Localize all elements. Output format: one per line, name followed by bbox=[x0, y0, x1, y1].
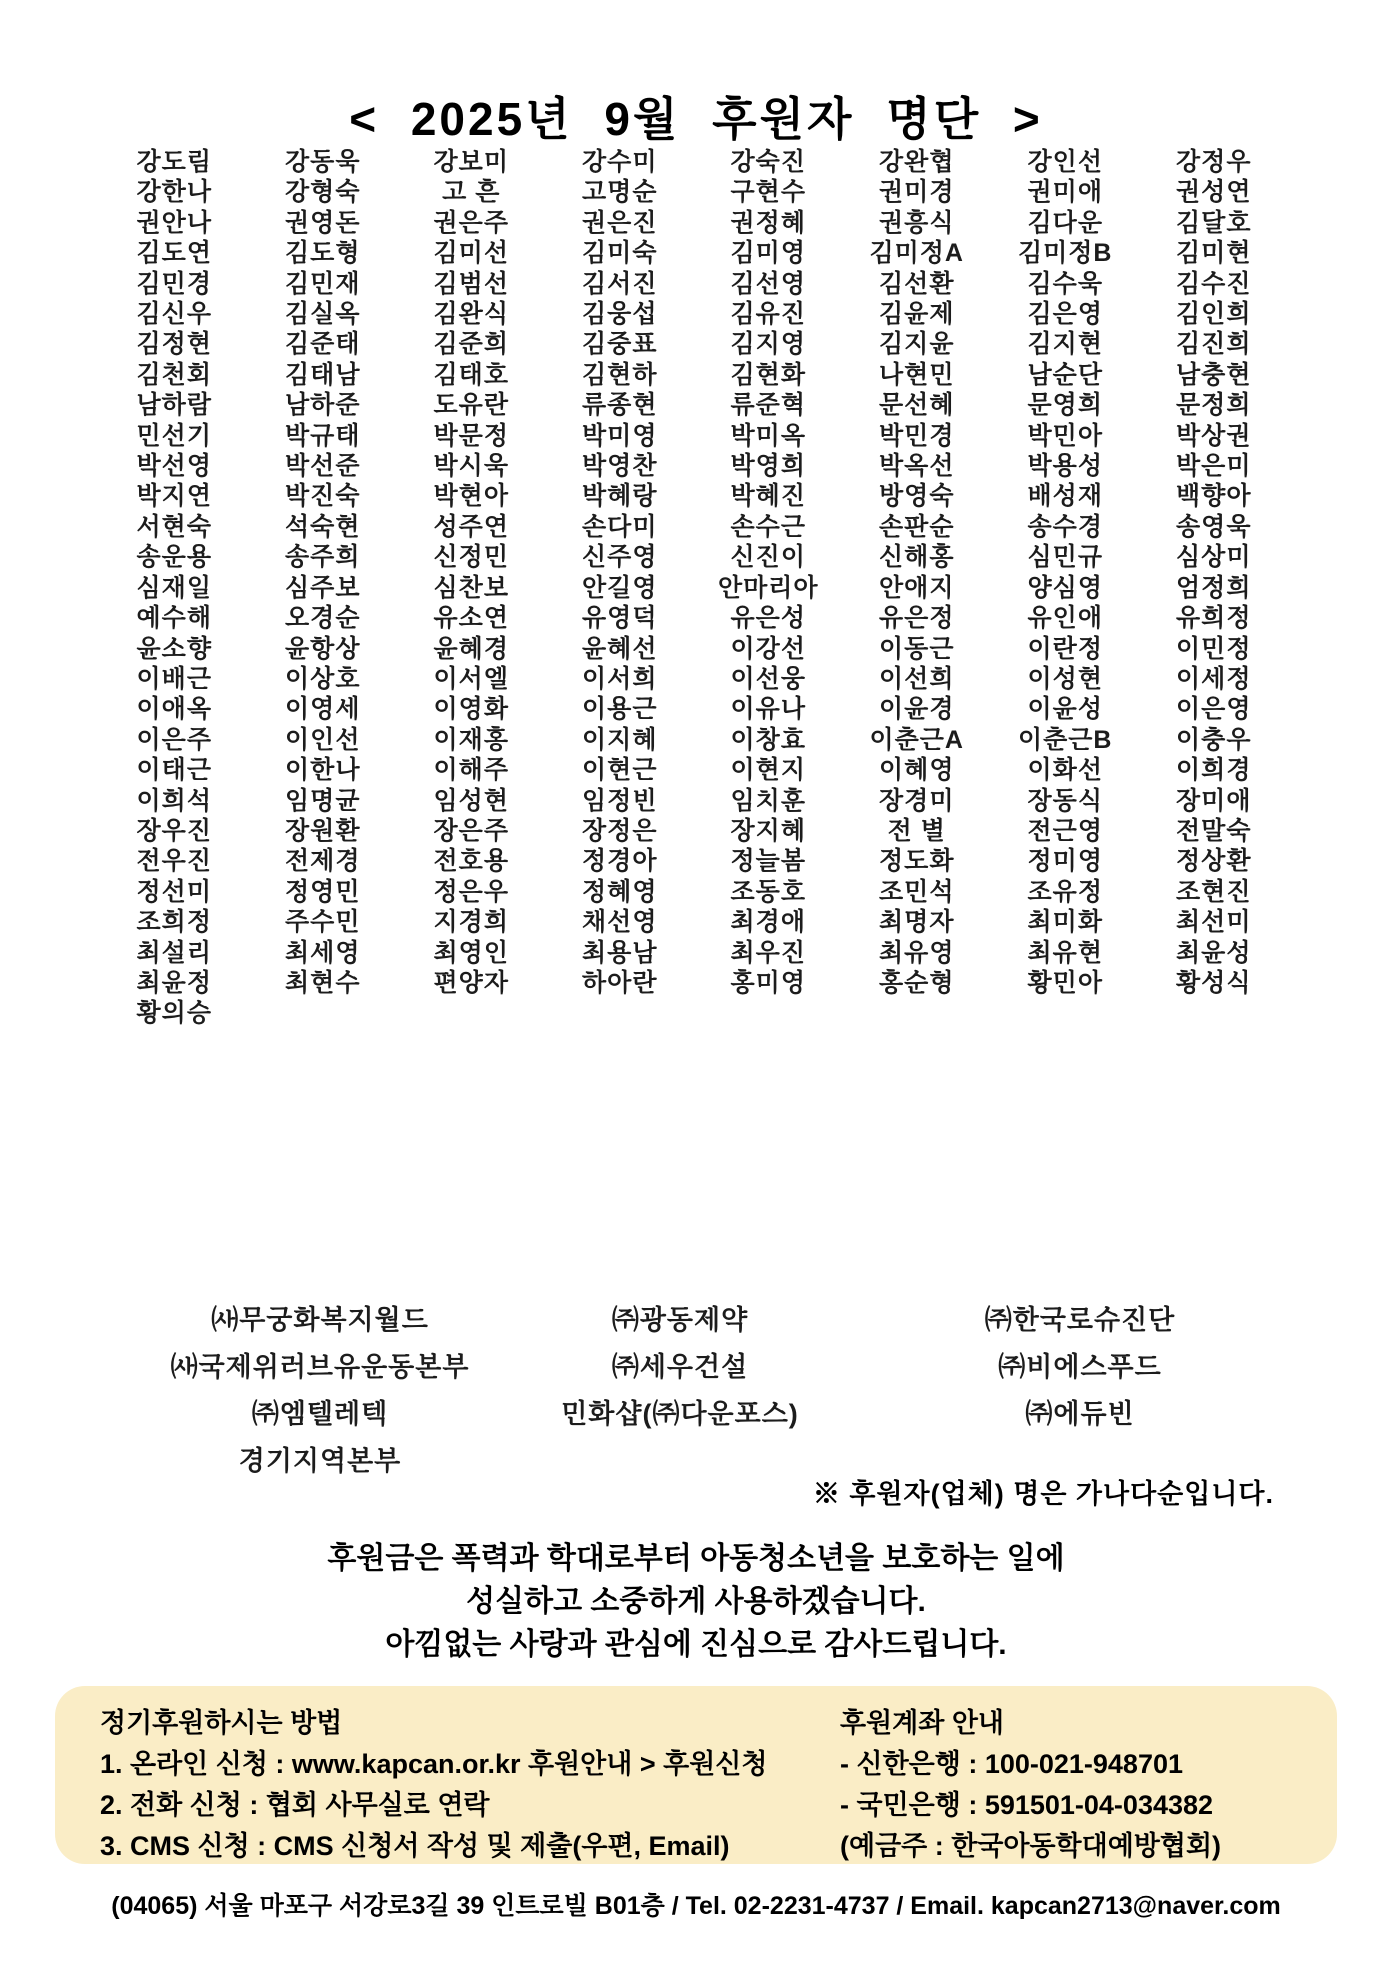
donor-name: 송운용 bbox=[136, 543, 212, 572]
donor-name: 김미정B bbox=[1017, 239, 1113, 268]
donor-name: 이현지 bbox=[730, 756, 806, 785]
donor-name: 김미정A bbox=[869, 239, 964, 268]
donor-name: 김천회 bbox=[136, 360, 212, 389]
donor-name: 유희정 bbox=[1176, 604, 1252, 633]
donor-name: 석숙현 bbox=[285, 512, 361, 541]
donor-name: 이윤성 bbox=[1027, 695, 1103, 724]
donor-name: 안길영 bbox=[582, 573, 658, 602]
donor-name: 장지혜 bbox=[730, 816, 806, 845]
donor-name: 김준태 bbox=[285, 330, 361, 359]
donor-name: 박진숙 bbox=[285, 482, 361, 511]
organization-name: ㈔국제위러브유운동본부 bbox=[170, 1352, 470, 1382]
donor-name: 권안나 bbox=[136, 208, 212, 237]
donor-name: 임정빈 bbox=[582, 786, 658, 815]
donor-name: 윤항상 bbox=[285, 634, 361, 663]
donor-name: 송수경 bbox=[1027, 512, 1103, 541]
donor-name: 김준희 bbox=[433, 330, 509, 359]
donor-name: 정미영 bbox=[1027, 847, 1103, 876]
donor-name: 김선환 bbox=[879, 269, 955, 298]
donor-name: 안마리아 bbox=[717, 573, 819, 602]
donor-name: 박은미 bbox=[1176, 452, 1252, 481]
donor-name: 강도림 bbox=[136, 148, 212, 176]
thank-you-line-3: 아낌없는 사랑과 관심에 진심으로 감사드립니다. bbox=[385, 1628, 1007, 1661]
donor-name: 예수해 bbox=[136, 604, 212, 633]
donor-name: 박옥선 bbox=[879, 452, 955, 481]
donor-name: 조희정 bbox=[136, 908, 212, 937]
donor-name: 황의승 bbox=[136, 999, 212, 1028]
donor-name: 박문정 bbox=[433, 421, 509, 450]
donation-method-item: 3. CMS 신청 : CMS 신청서 작성 및 제출(우편, Email) bbox=[100, 1831, 730, 1861]
donation-account-item: (예금주 : 한국아동학대예방협회) bbox=[840, 1831, 1222, 1861]
donor-name: 권영돈 bbox=[285, 208, 361, 237]
donor-name: 이선희 bbox=[879, 664, 955, 693]
donor-name: 장정은 bbox=[582, 816, 658, 845]
donor-name: 이서희 bbox=[582, 664, 658, 693]
donor-name: 김완식 bbox=[433, 300, 509, 329]
donor-name: 이서엘 bbox=[433, 664, 509, 693]
donor-name: 강정우 bbox=[1176, 148, 1252, 176]
donor-name: 이민정 bbox=[1176, 634, 1252, 663]
donor-name: 이희석 bbox=[136, 786, 212, 815]
donor-name: 전근영 bbox=[1027, 816, 1103, 845]
donor-name: 강보미 bbox=[433, 148, 509, 176]
donor-name: 김진희 bbox=[1176, 330, 1252, 359]
donor-name: 편양자 bbox=[433, 968, 509, 997]
donation-account-title: 후원계좌 안내 bbox=[840, 1708, 1004, 1738]
donor-name: 박미영 bbox=[582, 421, 658, 450]
donor-name: 주수민 bbox=[285, 908, 361, 937]
organization-name: ㈜엠텔레텍 bbox=[251, 1399, 389, 1429]
donor-name: 강형숙 bbox=[285, 178, 361, 207]
donor-name: 이영세 bbox=[285, 695, 361, 724]
donor-name: 정늘봄 bbox=[730, 847, 806, 876]
donation-method-item: 1. 온라인 신청 : www.kapcan.or.kr 후원안내 > 후원신청 bbox=[100, 1749, 768, 1779]
donor-name: 박규태 bbox=[285, 421, 361, 450]
donor-name: 최경애 bbox=[730, 908, 806, 937]
donor-name: 이성현 bbox=[1027, 664, 1103, 693]
donor-name: 최현수 bbox=[285, 968, 361, 997]
donor-name: 장원환 bbox=[285, 816, 361, 845]
donor-name: 이한나 bbox=[285, 756, 361, 785]
donor-name: 홍순형 bbox=[879, 968, 955, 997]
donor-name: 권은진 bbox=[582, 208, 658, 237]
donor-name: 박민경 bbox=[879, 421, 955, 450]
organization-name: ㈜에듀빈 bbox=[1025, 1399, 1135, 1429]
donor-name: 유소연 bbox=[433, 604, 509, 633]
donation-method-block bbox=[100, 1703, 767, 1867]
donor-grid bbox=[100, 147, 1288, 1029]
donor-name: 정선미 bbox=[136, 877, 212, 906]
donor-name: 김미선 bbox=[433, 239, 509, 268]
donor-name: 박상권 bbox=[1176, 421, 1252, 450]
donor-name: 유인애 bbox=[1027, 604, 1103, 633]
donor-name: 나현민 bbox=[879, 360, 955, 389]
org-column-2 bbox=[480, 1297, 880, 1438]
thank-you-line-1: 후원금은 폭력과 학대로부터 아동청소년을 보호하는 일에 bbox=[327, 1542, 1065, 1575]
donation-account-item: - 신한은행 : 100-021-948701 bbox=[840, 1749, 1183, 1779]
donation-method-item: 2. 전화 신청 : 협회 사무실로 연락 bbox=[100, 1790, 490, 1820]
donor-name: 정상환 bbox=[1176, 847, 1252, 876]
donor-name: 김선영 bbox=[730, 269, 806, 298]
donation-method-title: 정기후원하시는 방법 bbox=[100, 1708, 343, 1738]
donor-name: 황민아 bbox=[1027, 968, 1103, 997]
donor-name: 유은성 bbox=[730, 604, 806, 633]
donor-name: 신주영 bbox=[582, 543, 658, 572]
donor-name: 김도연 bbox=[136, 239, 212, 268]
donor-name: 정경아 bbox=[582, 847, 658, 876]
donor-name: 이유나 bbox=[730, 695, 806, 724]
donor-name: 박영희 bbox=[730, 452, 806, 481]
donor-name: 정도화 bbox=[879, 847, 955, 876]
donor-name: 남충현 bbox=[1176, 360, 1252, 389]
donor-name: 김태호 bbox=[433, 360, 509, 389]
donor-name: 김웅섭 bbox=[582, 300, 658, 329]
donor-name: 김서진 bbox=[582, 269, 658, 298]
donor-name: 배성재 bbox=[1027, 482, 1103, 511]
donor-name: 전제경 bbox=[285, 847, 361, 876]
donor-name: 권미경 bbox=[879, 178, 955, 207]
donor-name: 권흥식 bbox=[879, 208, 955, 237]
donor-name: 조동호 bbox=[730, 877, 806, 906]
donor-name: 이상호 bbox=[285, 664, 361, 693]
donor-name: 박시욱 bbox=[433, 452, 509, 481]
donor-name: 이선웅 bbox=[730, 664, 806, 693]
donor-name: 장우진 bbox=[136, 816, 212, 845]
organization-name: ㈜비에스푸드 bbox=[998, 1352, 1162, 1382]
donor-name: 박용성 bbox=[1027, 452, 1103, 481]
donor-name: 최유영 bbox=[879, 938, 955, 967]
donor-name: 최명자 bbox=[879, 908, 955, 937]
donor-name: 조현진 bbox=[1176, 877, 1252, 906]
donor-name: 지경희 bbox=[433, 908, 509, 937]
donor-name: 임명균 bbox=[285, 786, 361, 815]
donor-name: 고 흔 bbox=[442, 178, 501, 207]
donor-name: 박영찬 bbox=[582, 452, 658, 481]
donor-name: 권은주 bbox=[433, 208, 509, 237]
donor-name: 도유란 bbox=[433, 391, 509, 420]
donor-name: 이배근 bbox=[136, 664, 212, 693]
donor-name: 류종현 bbox=[582, 391, 658, 420]
donor-name: 김다운 bbox=[1027, 208, 1103, 237]
donor-name: 오경순 bbox=[285, 604, 361, 633]
donor-name: 임성현 bbox=[433, 786, 509, 815]
org-column-3 bbox=[880, 1297, 1280, 1438]
donor-name: 김신우 bbox=[136, 300, 212, 329]
donor-name: 조민석 bbox=[879, 877, 955, 906]
donor-name: 강한나 bbox=[136, 178, 212, 207]
donor-name: 전 별 bbox=[887, 816, 946, 845]
donor-name: 이창효 bbox=[730, 725, 806, 754]
donor-name: 이영화 bbox=[433, 695, 509, 724]
donor-name: 김지영 bbox=[730, 330, 806, 359]
thank-you-message bbox=[0, 1537, 1392, 1666]
donor-name: 최용남 bbox=[582, 938, 658, 967]
donor-name: 장경미 bbox=[879, 786, 955, 815]
donor-name: 이지혜 bbox=[582, 725, 658, 754]
donor-name: 전우진 bbox=[136, 847, 212, 876]
donor-name: 이충우 bbox=[1176, 725, 1252, 754]
donor-name: 심주보 bbox=[285, 573, 361, 602]
organization-name: ㈜광동제약 bbox=[611, 1305, 749, 1335]
donor-name: 안애지 bbox=[879, 573, 955, 602]
donor-name: 최유현 bbox=[1027, 938, 1103, 967]
donor-name: 김현하 bbox=[582, 360, 658, 389]
donor-name: 전말숙 bbox=[1176, 816, 1252, 845]
donor-name: 김실옥 bbox=[285, 300, 361, 329]
donor-name: 송주희 bbox=[285, 543, 361, 572]
donor-name: 전호용 bbox=[433, 847, 509, 876]
donor-name: 김지현 bbox=[1027, 330, 1103, 359]
donor-name: 박선준 bbox=[285, 452, 361, 481]
organization-name: ㈔무궁화복지월드 bbox=[211, 1305, 429, 1335]
donor-name: 정혜영 bbox=[582, 877, 658, 906]
donor-name: 하아란 bbox=[582, 968, 658, 997]
donor-name: 권성연 bbox=[1176, 178, 1252, 207]
donor-name: 송영욱 bbox=[1176, 512, 1252, 541]
donor-name: 민선기 bbox=[136, 421, 212, 450]
donation-info-box bbox=[55, 1686, 1337, 1864]
donor-name: 김도형 bbox=[285, 239, 361, 268]
donor-name: 최선미 bbox=[1176, 908, 1252, 937]
donor-name: 강완협 bbox=[879, 148, 955, 176]
donor-name: 박선영 bbox=[136, 452, 212, 481]
donor-name: 김중표 bbox=[582, 330, 658, 359]
donation-account-block bbox=[840, 1703, 1221, 1867]
donation-account-item: - 국민은행 : 591501-04-034382 bbox=[840, 1790, 1214, 1820]
donor-name: 홍미영 bbox=[730, 968, 806, 997]
donor-name: 김정현 bbox=[136, 330, 212, 359]
donor-name: 최우진 bbox=[730, 938, 806, 967]
donor-name: 김지윤 bbox=[879, 330, 955, 359]
donor-name: 엄정희 bbox=[1176, 573, 1252, 602]
donor-name: 신진이 bbox=[730, 543, 806, 572]
donor-name: 심상미 bbox=[1176, 543, 1252, 572]
donor-name: 유은정 bbox=[879, 604, 955, 633]
donor-name: 김태남 bbox=[285, 360, 361, 389]
donor-name: 남하람 bbox=[136, 391, 212, 420]
donor-name: 최세영 bbox=[285, 938, 361, 967]
donor-name: 이은영 bbox=[1176, 695, 1252, 724]
organization-name: 경기지역본부 bbox=[238, 1446, 402, 1476]
donor-name: 양심영 bbox=[1027, 573, 1103, 602]
donor-name: 이해주 bbox=[433, 756, 509, 785]
donor-name: 이화선 bbox=[1027, 756, 1103, 785]
donor-name: 이은주 bbox=[136, 725, 212, 754]
sort-order-note: ※ 후원자(업체) 명은 가나다순입니다. bbox=[812, 1479, 1274, 1509]
organization-name: ㈜한국로슈진단 bbox=[984, 1305, 1176, 1335]
donor-name: 김민재 bbox=[285, 269, 361, 298]
donor-name: 심찬보 bbox=[433, 573, 509, 602]
donor-name: 윤소향 bbox=[136, 634, 212, 663]
donor-name: 문정희 bbox=[1176, 391, 1252, 420]
donor-name: 이희경 bbox=[1176, 756, 1252, 785]
donor-name: 손판순 bbox=[879, 512, 955, 541]
donor-name: 심재일 bbox=[136, 573, 212, 602]
donor-name: 신해홍 bbox=[879, 543, 955, 572]
donor-name: 황성식 bbox=[1176, 968, 1252, 997]
donor-name: 류준혁 bbox=[730, 391, 806, 420]
donor-name: 유영덕 bbox=[582, 604, 658, 633]
organization-section bbox=[0, 1297, 1392, 1497]
donor-name: 박미옥 bbox=[730, 421, 806, 450]
organization-name: 민화샵(㈜다운포스) bbox=[561, 1399, 799, 1429]
donor-name: 이현근 bbox=[582, 756, 658, 785]
donor-name: 김윤제 bbox=[879, 300, 955, 329]
donor-name: 이윤경 bbox=[879, 695, 955, 724]
donor-name: 김은영 bbox=[1027, 300, 1103, 329]
donor-name: 윤혜선 bbox=[582, 634, 658, 663]
donor-name: 남하준 bbox=[285, 391, 361, 420]
donor-name: 김유진 bbox=[730, 300, 806, 329]
donor-name: 박지연 bbox=[136, 482, 212, 511]
donor-name: 심민규 bbox=[1027, 543, 1103, 572]
donor-name: 박현아 bbox=[433, 482, 509, 511]
contact-footer: (04065) 서울 마포구 서강로3길 39 인트로빌 B01층 / Tel. 02-2231-4737 / Email. kapcan2713@naver.com bbox=[111, 1892, 1281, 1920]
page-title: < 2025년 9월 후원자 명단 > bbox=[349, 92, 1043, 145]
donor-name: 김범선 bbox=[433, 269, 509, 298]
donor-name: 정영민 bbox=[285, 877, 361, 906]
donor-name: 최윤성 bbox=[1176, 938, 1252, 967]
donor-name: 이태근 bbox=[136, 756, 212, 785]
donor-name: 최설리 bbox=[136, 938, 212, 967]
thank-you-line-2: 성실하고 소중하게 사용하겠습니다. bbox=[466, 1585, 926, 1618]
donor-name: 이재홍 bbox=[433, 725, 509, 754]
donor-name: 김수진 bbox=[1176, 269, 1252, 298]
donor-name: 최영인 bbox=[433, 938, 509, 967]
donor-name: 남순단 bbox=[1027, 360, 1103, 389]
donor-name: 장은주 bbox=[433, 816, 509, 845]
donor-name: 이애옥 bbox=[136, 695, 212, 724]
donor-name: 이인선 bbox=[285, 725, 361, 754]
donor-name: 최윤정 bbox=[136, 968, 212, 997]
donor-name: 조유정 bbox=[1027, 877, 1103, 906]
donor-name: 이춘근A bbox=[869, 725, 964, 754]
donor-name: 김수욱 bbox=[1027, 269, 1103, 298]
donor-name: 김미현 bbox=[1176, 239, 1252, 268]
donor-name: 문영희 bbox=[1027, 391, 1103, 420]
donor-name: 강수미 bbox=[582, 148, 658, 176]
donor-name: 임치훈 bbox=[730, 786, 806, 815]
donor-name: 김현화 bbox=[730, 360, 806, 389]
donor-name: 이강선 bbox=[730, 634, 806, 663]
donor-name: 이동근 bbox=[879, 634, 955, 663]
donor-name: 이춘근B bbox=[1017, 725, 1113, 754]
donor-name: 성주연 bbox=[433, 512, 509, 541]
donor-name: 김달호 bbox=[1176, 208, 1252, 237]
donor-name: 윤혜경 bbox=[433, 634, 509, 663]
donor-name: 손다미 bbox=[582, 512, 658, 541]
donor-name: 장미애 bbox=[1176, 786, 1252, 815]
donor-name: 이란정 bbox=[1027, 634, 1103, 663]
donation-method-items bbox=[100, 1744, 767, 1867]
donor-name: 이용근 bbox=[582, 695, 658, 724]
donor-name: 김미영 bbox=[730, 239, 806, 268]
donor-name: 정은우 bbox=[433, 877, 509, 906]
donor-name: 방영숙 bbox=[879, 482, 955, 511]
donor-name: 구현수 bbox=[730, 178, 806, 207]
donor-name: 이혜영 bbox=[879, 756, 955, 785]
donor-name: 이세정 bbox=[1176, 664, 1252, 693]
donor-name: 최미화 bbox=[1027, 908, 1103, 937]
donor-name: 백향아 bbox=[1176, 482, 1252, 511]
donation-account-items bbox=[840, 1744, 1221, 1867]
donor-name: 문선혜 bbox=[879, 391, 955, 420]
donor-name: 신정민 bbox=[433, 543, 509, 572]
donor-name: 서현숙 bbox=[136, 512, 212, 541]
donor-name: 강동욱 bbox=[285, 148, 361, 176]
donor-name: 고명순 bbox=[582, 178, 658, 207]
donor-name: 박혜랑 bbox=[582, 482, 658, 511]
donor-name: 박민아 bbox=[1027, 421, 1103, 450]
organization-name: ㈜세우건설 bbox=[611, 1352, 749, 1382]
donor-name: 김인희 bbox=[1176, 300, 1252, 329]
donor-name: 강인선 bbox=[1027, 148, 1103, 176]
donor-name: 김민경 bbox=[136, 269, 212, 298]
donor-name: 김미숙 bbox=[582, 239, 658, 268]
donor-name: 채선영 bbox=[582, 908, 658, 937]
donor-name: 권미애 bbox=[1027, 178, 1103, 207]
donor-name: 장동식 bbox=[1027, 786, 1103, 815]
donor-name: 강숙진 bbox=[730, 148, 806, 176]
donor-name: 박혜진 bbox=[730, 482, 806, 511]
donor-name: 손수근 bbox=[730, 512, 806, 541]
donor-name: 권정혜 bbox=[730, 208, 806, 237]
